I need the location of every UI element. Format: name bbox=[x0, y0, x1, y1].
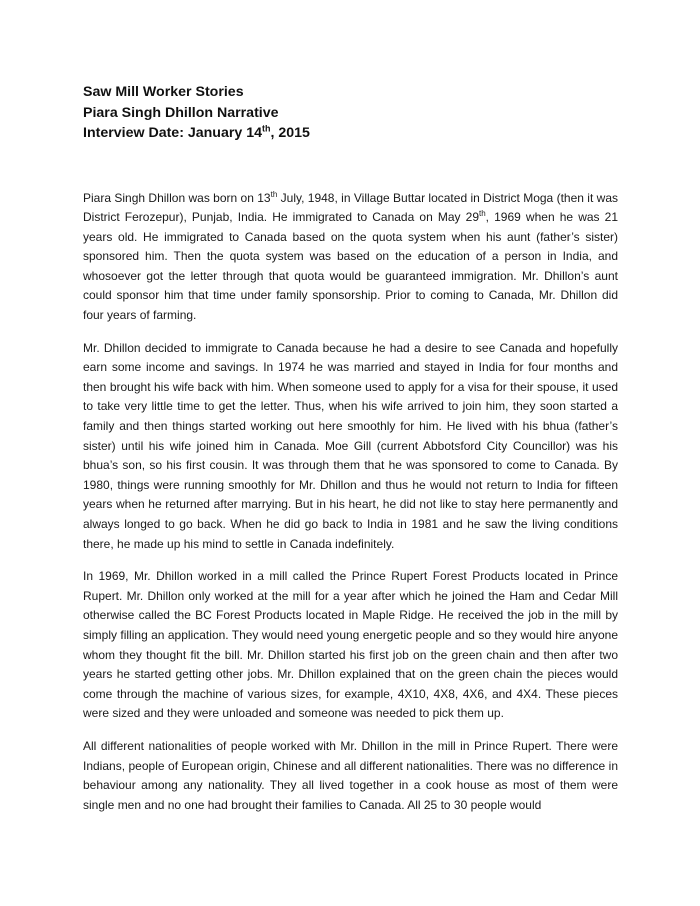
document-page bbox=[83, 82, 618, 828]
document-header bbox=[83, 82, 618, 144]
paragraph-1 bbox=[83, 189, 618, 326]
interview-date-suffix: , 2015 bbox=[270, 125, 310, 141]
document-subtitle: Piara Singh Dhillon Narrative bbox=[83, 104, 279, 121]
paragraph-1-ordinal-b: th bbox=[479, 209, 486, 219]
paragraph-2: Mr. Dhillon decided to immigrate to Canada because he had a desire to see Canada and hopefully earn some income and savings. In 1974 he was married and stayed in India for four months and then brought his wife back with him. When someone used to apply for a visa for their spouse, it used to take very little time to get the letter. Thus, when his wife arrived to join him, they soon started a family and then things started working out here smoothly for him. He lived with his bhua (father’s sister) until his wife joined him in Canada. Moe Gill (current Abbotsford City Councillor) was his bhua’s son, so his first cousin. It was through them that he was sponsored to come to Canada. By 1980, things were running smoothly for Mr. Dhillon and thus he would not return to India for fifteen years when he returned after marrying. But in his heart, he did not like to stay here permanently and always longed to go back. When he did go back to India in 1981 and he saw the living conditions there, he made up his mind to settle in Canada indefinitely. bbox=[83, 340, 618, 551]
paragraph-1-text-b: July, 1948, in Village Buttar located in District Moga (then it was District Ferozepur), Punjab, India. He immigrated to Canada on May 29 bbox=[83, 190, 618, 225]
interview-date bbox=[83, 123, 618, 144]
document-title: Saw Mill Worker Stories bbox=[83, 84, 244, 100]
interview-date-prefix: Interview Date: January 14 bbox=[83, 125, 262, 141]
interview-date-ordinal: th bbox=[262, 123, 271, 134]
paragraph-3: In 1969, Mr. Dhillon worked in a mill called the Prince Rupert Forest Products located in Prince Rupert. Mr. Dhillon only worked at the mill for a year after which he joined the Ham and Cedar Mill otherwise called the BC Forest Products located in Maple Ridge. He received the job in the mill by simply filling an application. They would need young energetic people and so they would hire anyone whom they thought fit the bill. Mr. Dhillon started his first job on the green chain and then after two years he started getting other jobs. Mr. Dhillon explained that on the green chain the pieces would come through the machine of various sizes, for example, 4X10, 4X8, 4X6, and 4X4. These pieces were sized and they were unloaded and someone was needed to pick them up. bbox=[83, 569, 618, 721]
paragraph-1-text-a: Piara Singh Dhillon was born on 13 bbox=[83, 190, 271, 205]
paragraph-1-ordinal-a: th bbox=[270, 189, 278, 199]
document-body bbox=[83, 189, 618, 816]
paragraph-1-text-c: , 1969 when he was 21 years old. He immigrated to Canada based on the quota system when his aunt (father’s sister) sponsored him. Then the quota system was based on the education of a person in India, and whosoever got the letter through that quota would be guaranteed immigration. Mr. Dhillon’s aunt could sponsor him that time under family sponsorship. Prior to coming to Canada, Mr. Dhillon did four years of farming. bbox=[83, 210, 618, 323]
paragraph-4: All different nationalities of people worked with Mr. Dhillon in the mill in Prince Rupert. There were Indians, people of European origin, Chinese and all different nationalities. There was no difference in behaviour among any nationality. They all lived together in a cook house as most of them were single men and no one had brought their families to Canada. All 25 to 30 people would bbox=[83, 738, 618, 812]
